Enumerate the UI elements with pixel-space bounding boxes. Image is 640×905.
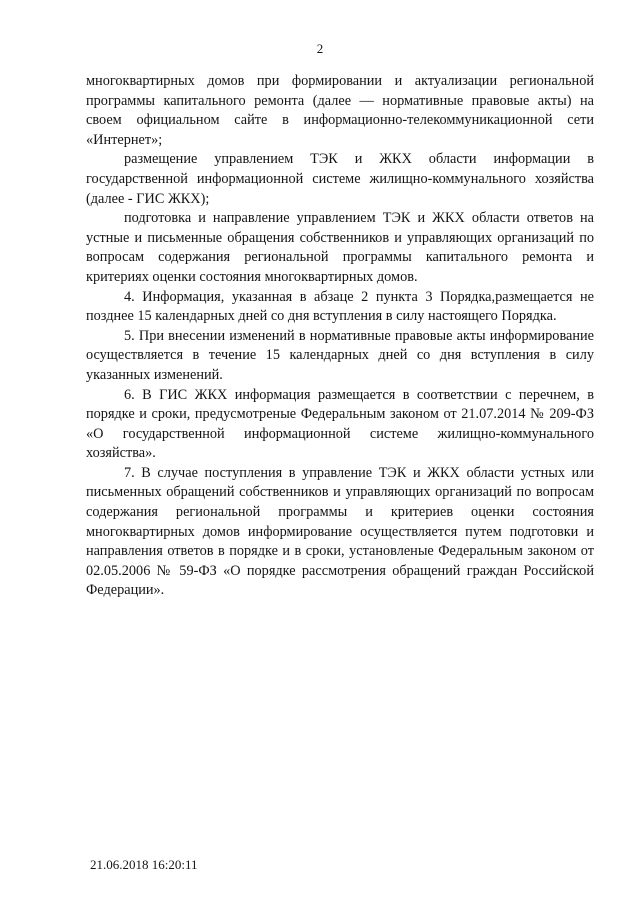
paragraph-item-6: 6. В ГИС ЖКХ информация размещается в соответствии с перечнем, в порядке и сроки, предусмотреные Федеральным законом от 21.07.2014 № 209-ФЗ «О государственной информационной системе жилищно-коммунального хозяйства».	[86, 386, 594, 462]
document-body	[86, 72, 594, 601]
paragraph-item-5: 5. При внесении изменений в нормативные правовые акты информирование осуществляется в течение 15 календарных дней со дня вступления в силу указанных изменений.	[86, 327, 594, 383]
page-number: 2	[316, 41, 324, 56]
paragraph-gis-posting: размещение управлением ТЭК и ЖКХ области информации в государственной информационной системе жилищно-коммунального хозяйства (далее - ГИС ЖКХ);	[86, 151, 594, 207]
paragraph-continuation: многоквартирных домов при формировании и актуализации региональной программы капитального ремонта (далее — нормативные правовые акты) на своем официальном сайте в информационно-телекоммуникационной сети «Интернет»;	[86, 73, 594, 148]
paragraph-responses: подготовка и направление управлением ТЭК и ЖКХ области ответов на устные и письменные обращения собственников и управляющих организаций по вопросам содержания региональной программы капитального ремонта и критериях оценки состояния многоквартирных домов.	[86, 210, 594, 285]
print-timestamp: 21.06.2018 16:20:11	[90, 857, 198, 872]
paragraph-item-4: 4. Информация, указанная в абзаце 2 пункта 3 Порядка,размещается не позднее 15 календарных дней со дня вступления в силу настоящего Порядка.	[86, 288, 594, 325]
paragraph-item-7: 7. В случае поступления в управление ТЭК и ЖКХ области устных или письменных обращений собственников и управляющих организаций по вопросам содержания региональной программы и критериев оценки состояния многоквартирных домов информирование осуществляется путем подготовки и направления ответов в порядке и в сроки, установленые Федеральным законом от 02.05.2006 № 59-ФЗ «О порядке рассмотрения обращений граждан Российской Федерации».	[86, 464, 594, 599]
